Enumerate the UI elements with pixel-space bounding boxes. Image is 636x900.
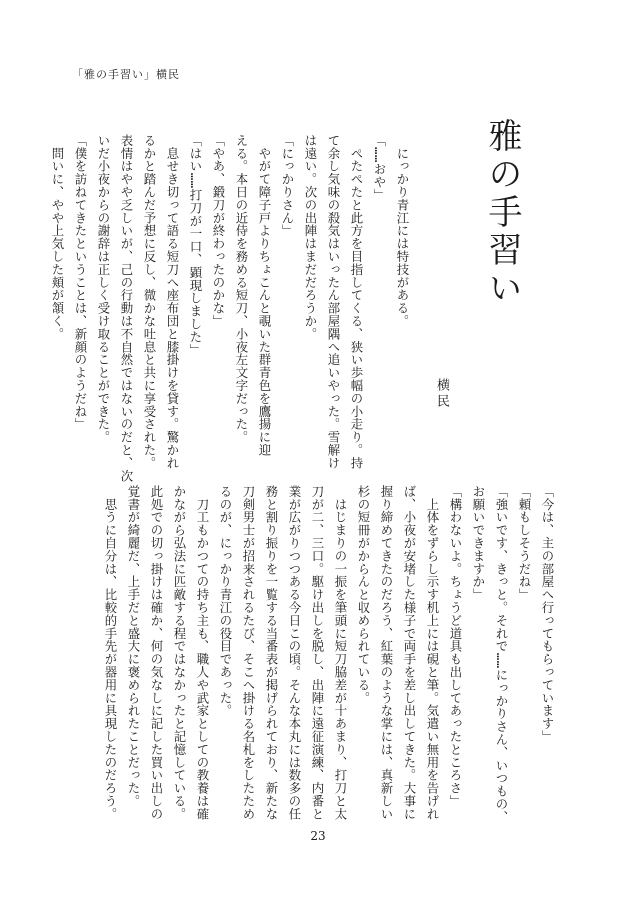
text-line: はじまりの一振を筆頭に短刀脇差が十あまり、打刀と太 [333, 485, 348, 821]
text-line: 問いに、やや上気した頬が頷く。 [50, 134, 65, 341]
text-line: るのが、にっかり青江の役目であった。 [218, 485, 233, 718]
text-line: ぺたぺたと此方を目指してくる、狭い歩幅の小走り。持 [349, 134, 364, 470]
text-line: 上体をずらし示す机上には硯と筆。気遣い無用を告げれ [425, 485, 440, 821]
text-line: 此処での切っ掛けは確か、何の気なしに記した買い出しの [149, 485, 164, 821]
text-line: 「構わないよ。ちょうど道具も出してあったところさ」 [448, 485, 463, 808]
text-line: るかと踏んだ予想に反し、微かな吐息と共に享受された。 [142, 134, 157, 470]
text-line: 刀が二、三口。駆け出しを脱し、出陣に遠征演練、内番と [310, 485, 325, 821]
text-line: 表情はやや乏しいが、己の行動は不自然ではないのだと、次 [119, 134, 134, 483]
text-line: 「僕を訪ねてきたということは、新顔のようだね」 [73, 134, 88, 431]
body-text-lower [99, 485, 559, 823]
text-line: 覚書が綺麗だ、上手だと盛大に褒められたことだった。 [126, 485, 141, 808]
text-line: 刀剣男士が招来されるたび、そこへ掛ける名札をしたため [241, 485, 256, 821]
text-line: 業が広がりつつある今日この頃。そんな本丸には数多の任 [287, 485, 302, 821]
story-title: 雅の手習い [482, 118, 522, 308]
text-line: 「……おや」 [372, 134, 387, 202]
text-line: 息せき切って語る短刀へ座布団と膝掛けを貸す。驚かれ [165, 134, 180, 470]
author-name: 横民 [434, 378, 449, 410]
text-line: 「頼もしそうだね」 [517, 485, 532, 602]
body-text-upper [46, 134, 414, 482]
text-line: いだ小夜からの謝辞は正しく受け取ることができた。 [96, 134, 111, 444]
page-number: 23 [310, 829, 326, 843]
text-line: は遠い。次の出陣はまだだろうか。 [303, 134, 318, 341]
text-line: 杉の短冊がからんと収められている。 [356, 485, 371, 705]
text-line: 「強いです、きっと。それで……にっかりさん、いつもの、 [494, 485, 509, 824]
text-line: える。本日の近侍を務める短刀、小夜左文字だった。 [234, 134, 249, 444]
text-line: やがて障子戸よりちょこんと覗いた群青色を鷹揚に迎 [257, 134, 272, 457]
text-line: ば、小夜が安堵した様子で両手を差し出してきた。大事に [402, 485, 417, 821]
text-line: 「はい……打刀が一口、顕現しました」 [188, 134, 203, 357]
text-line: お願いできますか」 [471, 485, 486, 602]
text-line: 「やあ、鍛刀が終わったのかな」 [211, 134, 226, 328]
text-line: 務と割り振りを一覧する当番表が掲げられており、新たな [264, 485, 279, 821]
text-line: 「にっかりさん」 [280, 134, 295, 238]
text-line: て余し気味の殺気はいったん部屋隅へ追いやった。雪解け [326, 134, 341, 470]
text-line: 刀工もかつての持ち主も、職人や武家としての教養は確 [195, 485, 210, 821]
text-line: にっかり青江には特技がある。 [395, 134, 410, 328]
text-line: 「今は、主の部屋へ行ってもらっています」 [540, 485, 555, 743]
text-line: かながら弘法に匹敵する程ではなかったと記憶している。 [172, 485, 187, 821]
running-header: 「雅の手習い」横民 [72, 68, 180, 81]
text-line: 思うに自分は、比較的手先が器用に具現したのだろう。 [103, 485, 118, 821]
text-line: 握り締めてきたのだろう、紅葉のような掌には、真新しい [379, 485, 394, 821]
